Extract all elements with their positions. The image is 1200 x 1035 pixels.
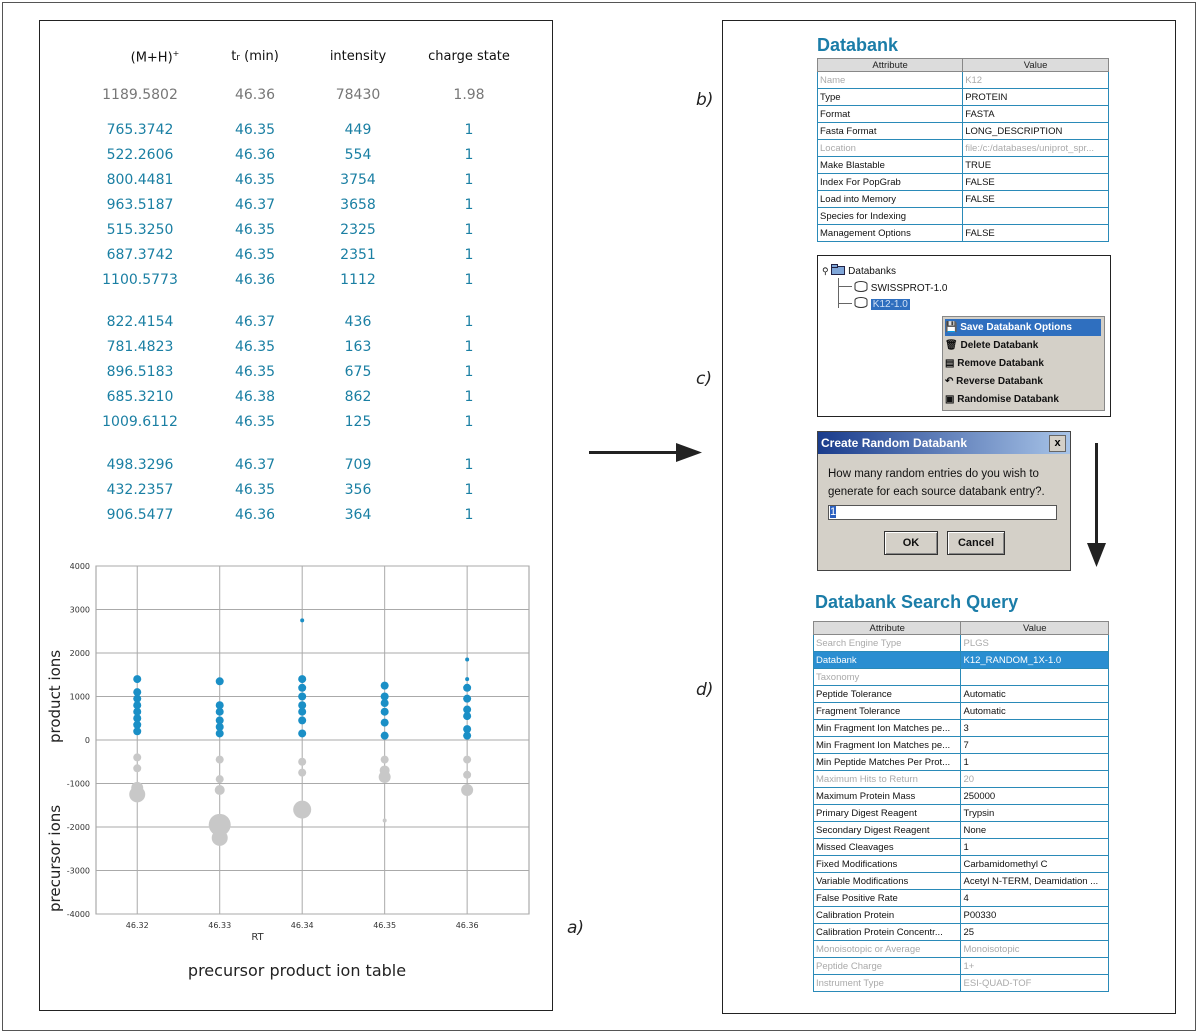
reverse-icon: ↶: [945, 376, 954, 387]
mh-value: 822.4154: [106, 314, 174, 330]
intensity-value: 2351: [340, 247, 376, 263]
attr-cell: Fasta Format: [818, 123, 963, 140]
query-attr-cell: False Positive Rate: [814, 890, 961, 907]
ion-row: [40, 457, 554, 479]
product-ion-point: [381, 732, 389, 740]
intensity-value: 2325: [340, 222, 376, 238]
ion-row: [40, 197, 554, 219]
ion-row: [40, 87, 554, 109]
product-ion-point: [463, 732, 471, 740]
mh-value: 1189.5802: [102, 87, 178, 103]
charge-value: 1: [464, 314, 474, 330]
tr-value: 46.37: [234, 457, 276, 473]
label-a: a): [567, 918, 585, 938]
intensity-value: 78430: [335, 87, 381, 103]
y-tick-label: -2000: [66, 823, 90, 832]
query-attr-cell: Calibration Protein Concentr...: [814, 924, 961, 941]
charge-value: 1: [464, 147, 474, 163]
tr-value: 46.37: [234, 314, 276, 330]
query-value-cell[interactable]: 1+: [961, 958, 1109, 975]
ion-row: [40, 364, 554, 386]
query-attr-cell: Taxonomy: [814, 669, 961, 686]
query-value-cell[interactable]: K12_RANDOM_1X-1.0: [961, 652, 1109, 669]
value-cell[interactable]: K12: [963, 72, 1109, 89]
folder-icon: [831, 264, 845, 275]
value-cell[interactable]: TRUE: [963, 157, 1109, 174]
attr-cell: Format: [818, 106, 963, 123]
ion-table-panel: [39, 20, 553, 1011]
mh-value: 765.3742: [106, 122, 174, 138]
x-tick-label: 46.35: [373, 921, 397, 930]
query-value-cell[interactable]: ESI-QUAD-TOF: [961, 975, 1109, 992]
query-attr-cell: Peptide Charge: [814, 958, 961, 975]
tr-value: 46.35: [234, 414, 276, 430]
y-tick-label: -1000: [66, 779, 90, 789]
precursor-product-chart: [44, 556, 549, 956]
databank-row[interactable]: [818, 191, 1109, 208]
ion-row: [40, 339, 554, 361]
product-ion-point: [463, 695, 471, 703]
query-attr-cell: Fixed Modifications: [814, 856, 961, 873]
y-tick-label: 2000: [69, 649, 90, 658]
product-ion-point: [463, 712, 471, 720]
attr-cell: Location: [818, 140, 963, 157]
product-ion-point: [298, 675, 306, 683]
intensity-value: 1112: [340, 272, 376, 288]
product-ion-point: [298, 708, 306, 716]
intensity-value: 3754: [340, 172, 376, 188]
databank-row[interactable]: [818, 106, 1109, 123]
intensity-value: 449: [344, 122, 372, 138]
precursor-ion-point: [133, 764, 141, 772]
charge-value: 1: [464, 389, 474, 405]
query-row[interactable]: [814, 720, 1109, 737]
ion-row: [40, 272, 554, 294]
dialog-prompt-line2: generate for each source databank entry?.: [828, 486, 1045, 498]
charge-value: 1: [464, 222, 474, 238]
databank-row[interactable]: [818, 89, 1109, 106]
tr-value: 46.35: [234, 122, 276, 138]
query-value-cell[interactable]: Monoisotopic: [961, 941, 1109, 958]
ylabel-precursor: precursor ions: [46, 804, 64, 912]
mh-value: 963.5187: [106, 197, 174, 213]
search-query-title: Databank Search Query: [815, 592, 1019, 612]
query-row[interactable]: [814, 975, 1109, 992]
query-attr-cell: Monoisotopic or Average: [814, 941, 961, 958]
ion-row: [40, 389, 554, 411]
query-row[interactable]: [814, 941, 1109, 958]
y-tick-label: 4000: [69, 562, 90, 571]
charge-value: 1: [464, 364, 474, 380]
header-mh: (M+H)+: [130, 49, 180, 66]
product-ion-point: [133, 675, 141, 683]
randomise-icon: ▣: [945, 394, 955, 405]
mh-value: 498.3296: [106, 457, 174, 473]
product-ion-point: [465, 677, 469, 681]
query-attr-cell: Search Engine Type: [814, 635, 961, 652]
query-row[interactable]: [814, 822, 1109, 839]
ion-row: [40, 414, 554, 436]
product-ion-point: [298, 729, 306, 737]
x-tick-label: 46.36: [455, 921, 479, 930]
query-row[interactable]: [814, 805, 1109, 822]
query-row[interactable]: [814, 958, 1109, 975]
query-value-cell[interactable]: Automatic: [961, 686, 1109, 703]
chart-title: precursor product ion table: [187, 961, 407, 980]
query-value-cell[interactable]: 1: [961, 839, 1109, 856]
query-row[interactable]: [814, 839, 1109, 856]
random-entries-input[interactable]: 1: [828, 505, 1057, 520]
value-cell[interactable]: FALSE: [963, 191, 1109, 208]
product-ion-point: [381, 682, 389, 690]
mh-value: 781.4823: [106, 339, 174, 355]
tr-value: 46.35: [234, 339, 276, 355]
databank-table: [817, 58, 1109, 242]
charge-value: 1: [464, 482, 474, 498]
menu-reverse-databank[interactable]: ↶ Reverse Databank: [945, 376, 1043, 387]
precursor-ion-point: [381, 756, 389, 764]
precursor-ion-point: [463, 756, 471, 764]
tr-value: 46.35: [234, 247, 276, 263]
databank-title: Databank: [817, 35, 899, 55]
attr-cell: Type: [818, 89, 963, 106]
precursor-ion-point: [216, 756, 224, 764]
mh-value: 1009.6112: [102, 414, 178, 430]
query-attr-cell: Missed Cleavages: [814, 839, 961, 856]
query-row[interactable]: [814, 635, 1109, 652]
databank-row[interactable]: [818, 174, 1109, 191]
save-icon: 💾: [945, 322, 958, 333]
value-cell[interactable]: [963, 208, 1109, 225]
tr-value: 46.36: [234, 87, 276, 103]
intensity-value: 709: [344, 457, 372, 473]
mh-value: 906.5477: [106, 507, 174, 523]
database-icon: [854, 297, 868, 308]
product-ion-point: [298, 716, 306, 724]
ion-row: [40, 314, 554, 336]
x-axis-label: RT: [251, 932, 264, 943]
query-row[interactable]: [814, 873, 1109, 890]
product-ion-point: [465, 658, 469, 662]
ion-row: [40, 172, 554, 194]
x-tick-label: 46.32: [125, 921, 149, 930]
y-tick-label: -4000: [66, 910, 90, 919]
tr-value: 46.36: [234, 507, 276, 523]
header-intensity: intensity: [329, 49, 387, 64]
value-cell[interactable]: PROTEIN: [963, 89, 1109, 106]
search-query-table: [813, 621, 1109, 992]
create-random-dialog: [817, 431, 1071, 571]
precursor-ion-point: [212, 830, 228, 846]
tr-value: 46.35: [234, 172, 276, 188]
intensity-value: 862: [344, 389, 372, 405]
attr-cell: Load into Memory: [818, 191, 963, 208]
product-ion-point: [381, 719, 389, 727]
tr-value: 46.38: [234, 389, 276, 405]
product-ion-point: [298, 693, 306, 701]
product-ion-point: [381, 708, 389, 716]
tr-value: 46.35: [234, 364, 276, 380]
product-ion-point: [463, 684, 471, 692]
query-value-cell[interactable]: 250000: [961, 788, 1109, 805]
tree-root[interactable]: ⚲ Databanks: [822, 266, 896, 277]
charge-value: 1: [464, 272, 474, 288]
query-attr-cell: Maximum Protein Mass: [814, 788, 961, 805]
charge-value: 1.98: [453, 87, 485, 103]
tr-value: 46.36: [234, 272, 276, 288]
menu-remove-databank[interactable]: ▤ Remove Databank: [945, 358, 1044, 369]
mh-value: 685.3210: [106, 389, 174, 405]
query-row[interactable]: [814, 907, 1109, 924]
query-value-cell[interactable]: [961, 669, 1109, 686]
charge-value: 1: [464, 507, 474, 523]
intensity-value: 163: [344, 339, 372, 355]
query-row[interactable]: [814, 703, 1109, 720]
query-row[interactable]: [814, 686, 1109, 703]
query-attr-cell: Calibration Protein: [814, 907, 961, 924]
header-charge: charge state: [428, 49, 510, 64]
mh-value: 515.3250: [106, 222, 174, 238]
product-ion-point: [216, 708, 224, 716]
query-attr-cell: Maximum Hits to Return: [814, 771, 961, 788]
query-attr-cell: Secondary Digest Reagent: [814, 822, 961, 839]
query-row[interactable]: [814, 788, 1109, 805]
query-row[interactable]: [814, 737, 1109, 754]
label-d: d): [696, 680, 714, 700]
y-tick-label: 3000: [69, 605, 90, 615]
trash-icon: 🗑: [945, 340, 958, 351]
label-c: c): [696, 369, 712, 389]
y-tick-label: 0: [84, 736, 90, 745]
tr-value: 46.35: [234, 482, 276, 498]
mh-value: 1100.5773: [102, 272, 178, 288]
query-attr-cell: Instrument Type: [814, 975, 961, 992]
databank-panel: [722, 20, 1176, 1014]
mh-value: 522.2606: [106, 147, 174, 163]
tr-value: 46.37: [234, 197, 276, 213]
product-ion-point: [133, 727, 141, 735]
product-ion-point: [216, 729, 224, 737]
intensity-value: 436: [344, 314, 372, 330]
intensity-value: 356: [344, 482, 372, 498]
precursor-ion-point: [461, 784, 473, 796]
dialog-titlebar[interactable]: Create Random Databank: [818, 432, 1070, 454]
menu-delete-databank[interactable]: 🗑 Delete Databank: [945, 340, 1039, 351]
label-b: b): [696, 90, 714, 110]
precursor-ion-point: [383, 818, 387, 822]
intensity-value: 554: [344, 147, 372, 163]
query-value-cell[interactable]: Carbamidomethyl C: [961, 856, 1109, 873]
query-attr-cell: Min Fragment Ion Matches pe...: [814, 737, 961, 754]
tree-expand-icon[interactable]: ⚲: [822, 266, 829, 276]
value-cell[interactable]: FALSE: [963, 174, 1109, 191]
value-header[interactable]: Value: [963, 59, 1109, 72]
attr-cell: Species for Indexing: [818, 208, 963, 225]
charge-value: 1: [464, 172, 474, 188]
query-attr-cell: Peptide Tolerance: [814, 686, 961, 703]
query-row[interactable]: [814, 924, 1109, 941]
query-row[interactable]: [814, 669, 1109, 686]
intensity-value: 364: [344, 507, 372, 523]
query-attr-cell: Primary Digest Reagent: [814, 805, 961, 822]
databank-row[interactable]: [818, 72, 1109, 89]
query-value-cell[interactable]: Trypsin: [961, 805, 1109, 822]
query-value-cell[interactable]: None: [961, 822, 1109, 839]
query-row[interactable]: [814, 890, 1109, 907]
databank-row[interactable]: [818, 225, 1109, 242]
value-cell[interactable]: LONG_DESCRIPTION: [963, 123, 1109, 140]
query-value-cell[interactable]: 3: [961, 720, 1109, 737]
precursor-ion-point: [215, 785, 225, 795]
databank-row[interactable]: [818, 157, 1109, 174]
attr-cell: Management Options: [818, 225, 963, 242]
y-tick-label: -3000: [66, 866, 90, 876]
value-cell[interactable]: FASTA: [963, 106, 1109, 123]
charge-value: 1: [464, 197, 474, 213]
precursor-ion-point: [463, 771, 471, 779]
ion-row: [40, 247, 554, 269]
cancel-button[interactable]: Cancel: [947, 531, 1005, 555]
mh-value: 800.4481: [106, 172, 174, 188]
query-value-header[interactable]: Value: [961, 622, 1109, 635]
attr-header[interactable]: Attribute: [818, 59, 963, 72]
query-attr-cell: Variable Modifications: [814, 873, 961, 890]
query-value-cell[interactable]: 1: [961, 754, 1109, 771]
tree-item-swissprot[interactable]: SWISSPROT-1.0: [854, 281, 947, 294]
menu-save-databank[interactable]: 💾 Save Databank Options: [945, 319, 1101, 336]
query-row[interactable]: [814, 754, 1109, 771]
precursor-ion-point: [133, 753, 141, 761]
attr-cell: Make Blastable: [818, 157, 963, 174]
precursor-ion-point: [298, 758, 306, 766]
tree-item-k12[interactable]: K12-1.0: [854, 297, 910, 310]
ion-row: [40, 147, 554, 169]
precursor-ion-point: [298, 769, 306, 777]
menu-randomise-databank[interactable]: ▣ Randomise Databank: [945, 394, 1059, 405]
mh-value: 896.5183: [106, 364, 174, 380]
charge-value: 1: [464, 247, 474, 263]
databank-row[interactable]: [818, 208, 1109, 225]
ylabel-product: product ions: [46, 649, 64, 743]
product-ion-point: [298, 684, 306, 692]
ion-row: [40, 482, 554, 504]
query-row[interactable]: [814, 856, 1109, 873]
header-tr: tr (min): [231, 49, 279, 64]
query-value-cell[interactable]: P00330: [961, 907, 1109, 924]
query-value-cell[interactable]: 7: [961, 737, 1109, 754]
charge-value: 1: [464, 457, 474, 473]
charge-value: 1: [464, 414, 474, 430]
value-cell[interactable]: file:/c:/databases/uniprot_spr...: [963, 140, 1109, 157]
dialog-prompt-line1: How many random entries do you wish to: [828, 468, 1039, 480]
mh-value: 432.2357: [106, 482, 174, 498]
ion-row: [40, 222, 554, 244]
precursor-ion-point: [216, 775, 224, 783]
query-attr-cell: Min Fragment Ion Matches pe...: [814, 720, 961, 737]
query-attr-header[interactable]: Attribute: [814, 622, 961, 635]
query-attr-cell: Fragment Tolerance: [814, 703, 961, 720]
query-value-cell[interactable]: Automatic: [961, 703, 1109, 720]
query-value-cell[interactable]: PLGS: [961, 635, 1109, 652]
product-ion-point: [216, 677, 224, 685]
intensity-value: 3658: [340, 197, 376, 213]
precursor-ion-point: [129, 786, 145, 802]
query-value-cell[interactable]: 25: [961, 924, 1109, 941]
intensity-value: 675: [344, 364, 372, 380]
value-cell[interactable]: FALSE: [963, 225, 1109, 242]
query-value-cell[interactable]: 4: [961, 890, 1109, 907]
query-row[interactable]: [814, 771, 1109, 788]
query-attr-cell: Min Peptide Matches Per Prot...: [814, 754, 961, 771]
ok-button[interactable]: OK: [884, 531, 938, 555]
databank-row[interactable]: [818, 123, 1109, 140]
charge-value: 1: [464, 339, 474, 355]
close-icon[interactable]: x: [1049, 435, 1066, 452]
context-menu: [942, 316, 1105, 411]
ion-row: [40, 507, 554, 529]
tr-value: 46.35: [234, 222, 276, 238]
y-tick-label: 1000: [69, 692, 90, 702]
query-attr-cell: Databank: [814, 652, 961, 669]
tr-value: 46.36: [234, 147, 276, 163]
mh-value: 687.3742: [106, 247, 174, 263]
attr-cell: Name: [818, 72, 963, 89]
databank-row[interactable]: [818, 140, 1109, 157]
product-ion-point: [381, 699, 389, 707]
query-row[interactable]: [814, 652, 1109, 669]
query-value-cell[interactable]: 20: [961, 771, 1109, 788]
precursor-ion-point: [379, 771, 391, 783]
attr-cell: Index For PopGrab: [818, 174, 963, 191]
precursor-ion-point: [293, 801, 311, 819]
charge-value: 1: [464, 122, 474, 138]
ion-row: [40, 122, 554, 144]
product-ion-point: [300, 618, 304, 622]
database-icon: [854, 281, 868, 292]
x-tick-label: 46.33: [208, 921, 232, 930]
x-tick-label: 46.34: [290, 921, 314, 930]
remove-icon: ▤: [945, 358, 955, 369]
query-value-cell[interactable]: Acetyl N-TERM, Deamidation ...: [961, 873, 1109, 890]
intensity-value: 125: [344, 414, 372, 430]
